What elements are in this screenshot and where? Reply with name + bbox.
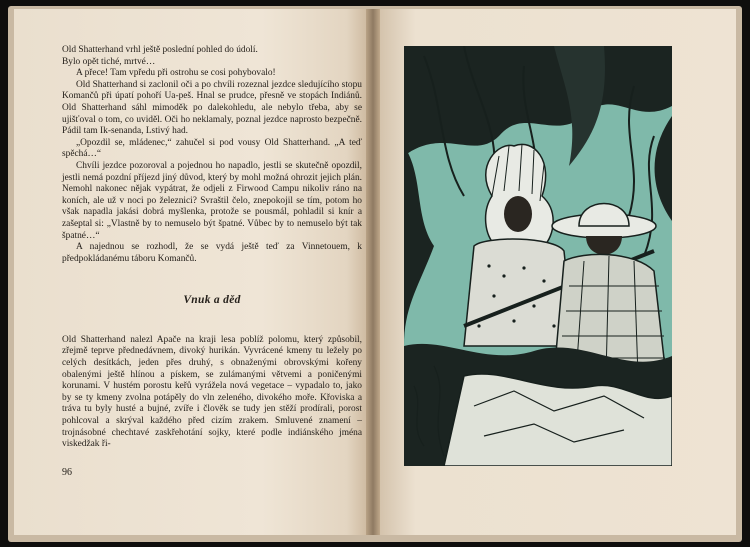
paragraph: Bylo opět tiché, mrtvé… bbox=[62, 56, 156, 67]
paragraph: Old Shatterhand vrhl ještě poslední pohled do údolí. bbox=[62, 45, 258, 55]
book-gutter bbox=[366, 9, 380, 535]
paragraph: „Opozdil se, mládenec,“ zahučel si pod vousy Old Shatterhand. „A teď spěchá…“ bbox=[62, 137, 362, 160]
paragraph: A najednou se rozhodl, že se vydá ještě teď za Vinnetouem, k předpokládanému táboru Komančů. bbox=[62, 242, 362, 264]
paragraph: Chvíli jezdce pozoroval a pojednou ho napadlo, jestli se skutečně opozdil, jestli nemá pozdní příjezd jiný důvod, který by mohl možná ohrozit jejich plán. Nemohl nakonec nějak vypátrat, že odjeli z Firwood Campu nikoliv ráno na koních, ale už v noci po železnici? Svraštil čelo, znepokojil se tím, potom ho však napadla jakási dobrá myšlenka, protože se pousmál, pohladil si knír a zašeptal si: „Vlastně by to nemuselo být špatné. Vůbec by to nemuselo být tak špatné…“ bbox=[62, 160, 362, 241]
paragraph: Old Shatterhand nalezl Apače na kraji lesa poblíž polomu, který způsobil, zřejmě teprve přednedávnem, divoký hurikán. Vyvrácené kmeny tu ležely po celých desítkách, jeden přes druhý, s obnaženými obrovskými kořeny obalenými ještě hlínou a pískem, se zulámanými větvemi a poničenými korunami. V hustém porostu keřů vyrážela nová vegetace – vypadalo to, jako by se ty kmeny zvolna potápěly do vln zeleného, divokého moře. Křoviska a tráva tu byly husté a bujné, zvíře i člověk se tudy jen stěží prodírali, porost pohlcoval a skrýval každého před cizím zrakem. Smluvené znamení – trojnásobné chechtavé zaskřehotání sojky, které podle indiánského jména viskedžak ři- bbox=[62, 334, 362, 450]
forest-illustration bbox=[404, 46, 672, 466]
paragraph: Old Shatterhand si zaclonil oči a po chvíli rozeznal jezdce sledujícího stopu Komančů při úpatí pohoří Ua-peš. Hnal se prudce, přesně ve stopách Indiánů. Old Shatterhand sáhl mimoděk po dalekohledu, ale nebylo třeba, aby se ujišťoval o tom, co uviděl. Oči ho neklamaly, poznal jezdce naprosto bezpečně. Pádil tam Ik-senanda, Lstivý had. bbox=[62, 79, 362, 137]
chapter-title: Vnuk a děd bbox=[183, 294, 241, 307]
paragraph: A přece! Tam vpředu při ostrohu se cosi pohybovalo! bbox=[76, 68, 276, 79]
left-page-text bbox=[62, 45, 362, 451]
page-number: 96 bbox=[62, 467, 72, 478]
